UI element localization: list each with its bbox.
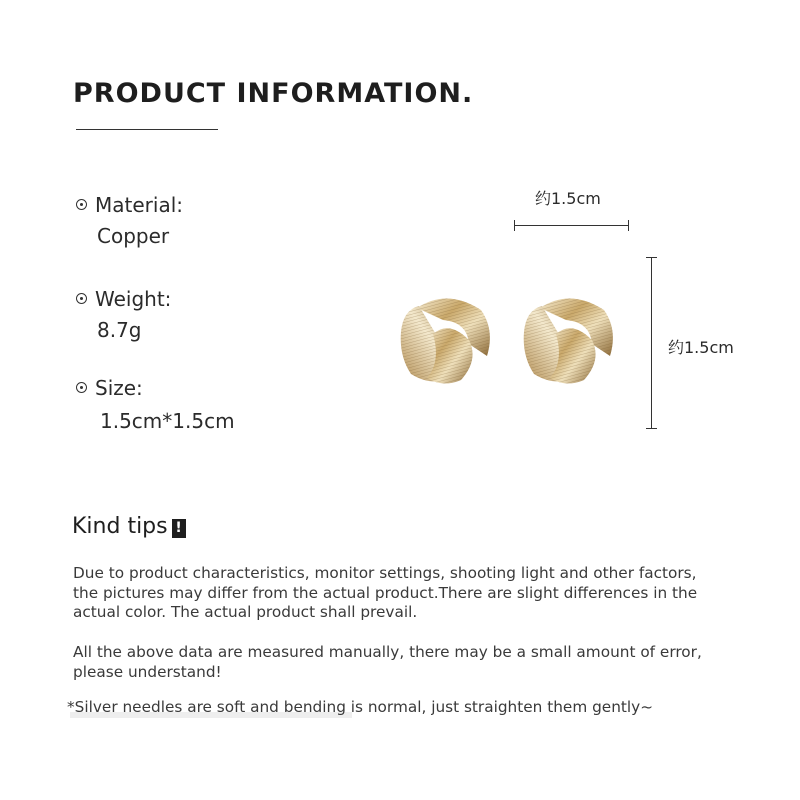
spec-material-label: Material: — [95, 193, 183, 217]
title-underline — [76, 129, 218, 130]
kind-tips-title: Kind tips — [72, 514, 168, 539]
spec-size — [76, 378, 235, 431]
kind-tips-heading — [72, 514, 186, 539]
tips-paragraph-2: All the above data are measured manually, there may be a small amount of error, please understand! — [73, 643, 702, 681]
earring-right-image — [520, 290, 620, 390]
bullet-icon — [76, 382, 87, 393]
spec-weight-label: Weight: — [95, 287, 172, 311]
dimension-width-label: 约1.5cm — [535, 189, 601, 208]
dimension-width-line — [514, 225, 629, 226]
spec-size-label: Size: — [95, 376, 143, 400]
spec-weight — [76, 289, 171, 340]
spec-weight-value: 8.7g — [97, 318, 142, 342]
dimension-height-label: 约1.5cm — [668, 338, 734, 357]
tips-paragraph-1: Due to product characteristics, monitor settings, shooting light and other factors, the pictures may differ from the actual product.There are slight differences in the actual color. The actual product shall prevail. — [73, 564, 698, 621]
page-title: PRODUCT INFORMATION. — [73, 78, 474, 109]
dimension-height-line — [651, 257, 652, 429]
spec-size-value: 1.5cm*1.5cm — [100, 409, 235, 433]
needle-note: *Silver needles are soft and bending is normal, just straighten them gently~ — [67, 698, 654, 716]
bullet-icon — [76, 199, 87, 210]
spec-material-value: Copper — [97, 224, 170, 248]
earring-left-image — [397, 290, 497, 390]
exclamation-icon: ! — [172, 519, 186, 538]
bullet-icon — [76, 293, 87, 304]
spec-material — [76, 195, 183, 246]
